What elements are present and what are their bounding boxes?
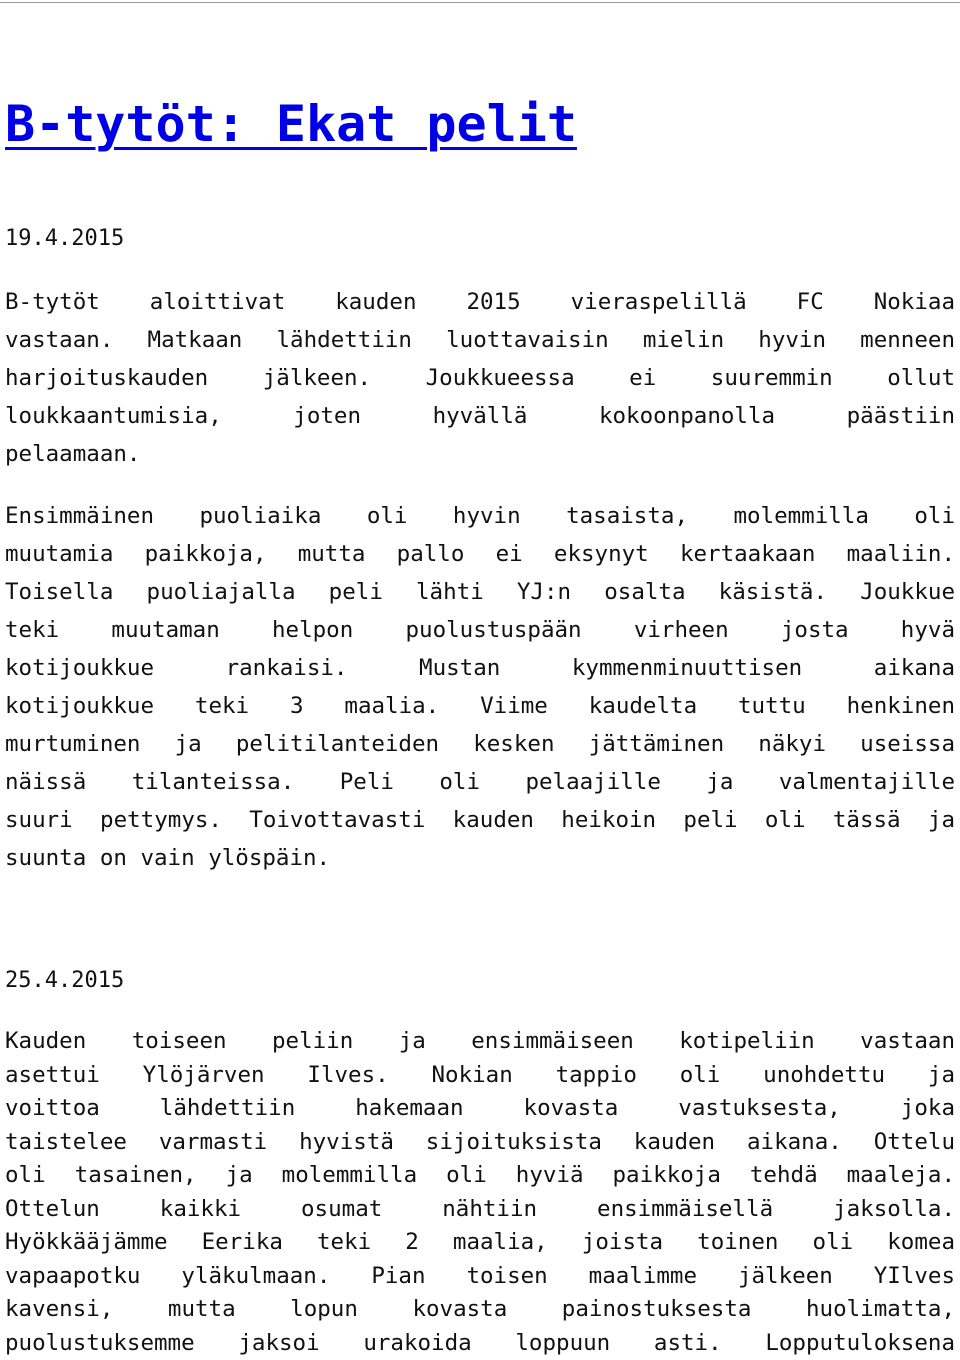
entry-paragraph bbox=[5, 1025, 955, 1360]
paragraph-line: kavensi, mutta lopun kovasta painostuksesta huolimatta, bbox=[5, 1293, 955, 1327]
top-divider bbox=[0, 2, 960, 3]
entry-paragraph bbox=[5, 283, 955, 473]
entry-paragraph bbox=[5, 497, 955, 877]
paragraph-line: taistelee varmasti hyvistä sijoituksista kauden aikana. Ottelu bbox=[5, 1126, 955, 1160]
paragraph-line: Kauden toiseen peliin ja ensimmäiseen kotipeliin vastaan bbox=[5, 1025, 955, 1059]
paragraph-line: kotijoukkue teki 3 maalia. Viime kaudelta tuttu henkinen bbox=[5, 687, 955, 725]
paragraph-line: B-tytöt aloittivat kauden 2015 vieraspelillä FC Nokiaa bbox=[5, 283, 955, 321]
paragraph-line: asettui Ylöjärven Ilves. Nokian tappio oli unohdettu ja bbox=[5, 1059, 955, 1093]
paragraph-line: suunta on vain ylöspäin. bbox=[5, 839, 955, 877]
paragraph-line: harjoituskauden jälkeen. Joukkueessa ei suuremmin ollut bbox=[5, 359, 955, 397]
paragraph-line: suuri pettymys. Toivottavasti kauden heikoin peli oli tässä ja bbox=[5, 801, 955, 839]
paragraph-line: puolustuksemme jaksoi urakoida loppuun asti. Lopputuloksena bbox=[5, 1327, 955, 1360]
entry-date: 25.4.2015 bbox=[5, 966, 124, 996]
paragraph-line: Ottelun kaikki osumat nähtiin ensimmäisellä jaksolla. bbox=[5, 1193, 955, 1227]
paragraph-line: Ensimmäinen puoliaika oli hyvin tasaista, molemmilla oli bbox=[5, 497, 955, 535]
paragraph-line: voittoa lähdettiin hakemaan kovasta vastuksesta, joka bbox=[5, 1092, 955, 1126]
paragraph-line: kotijoukkue rankaisi. Mustan kymmenminuuttisen aikana bbox=[5, 649, 955, 687]
paragraph-line: loukkaantumisia, joten hyvällä kokoonpanolla päästiin bbox=[5, 397, 955, 435]
paragraph-line: muutamia paikkoja, mutta pallo ei eksynyt kertaakaan maaliin. bbox=[5, 535, 955, 573]
paragraph-line: murtuminen ja pelitilanteiden kesken jättäminen näkyi useissa bbox=[5, 725, 955, 763]
entry-date: 19.4.2015 bbox=[5, 224, 124, 254]
paragraph-line: oli tasainen, ja molemmilla oli hyviä paikkoja tehdä maaleja. bbox=[5, 1159, 955, 1193]
paragraph-line: Toisella puoliajalla peli lähti YJ:n osalta käsistä. Joukkue bbox=[5, 573, 955, 611]
paragraph-line: teki muutaman helpon puolustuspään virheen josta hyvä bbox=[5, 611, 955, 649]
article-title-link[interactable]: B-tytöt: Ekat pelit bbox=[5, 92, 577, 156]
paragraph-line: vapaapotku yläkulmaan. Pian toisen maalimme jälkeen YIlves bbox=[5, 1260, 955, 1294]
paragraph-line: näissä tilanteissa. Peli oli pelaajille ja valmentajille bbox=[5, 763, 955, 801]
paragraph-line: Hyökkääjämme Eerika teki 2 maalia, joista toinen oli komea bbox=[5, 1226, 955, 1260]
paragraph-line: pelaamaan. bbox=[5, 435, 955, 473]
paragraph-line: vastaan. Matkaan lähdettiin luottavaisin mielin hyvin menneen bbox=[5, 321, 955, 359]
